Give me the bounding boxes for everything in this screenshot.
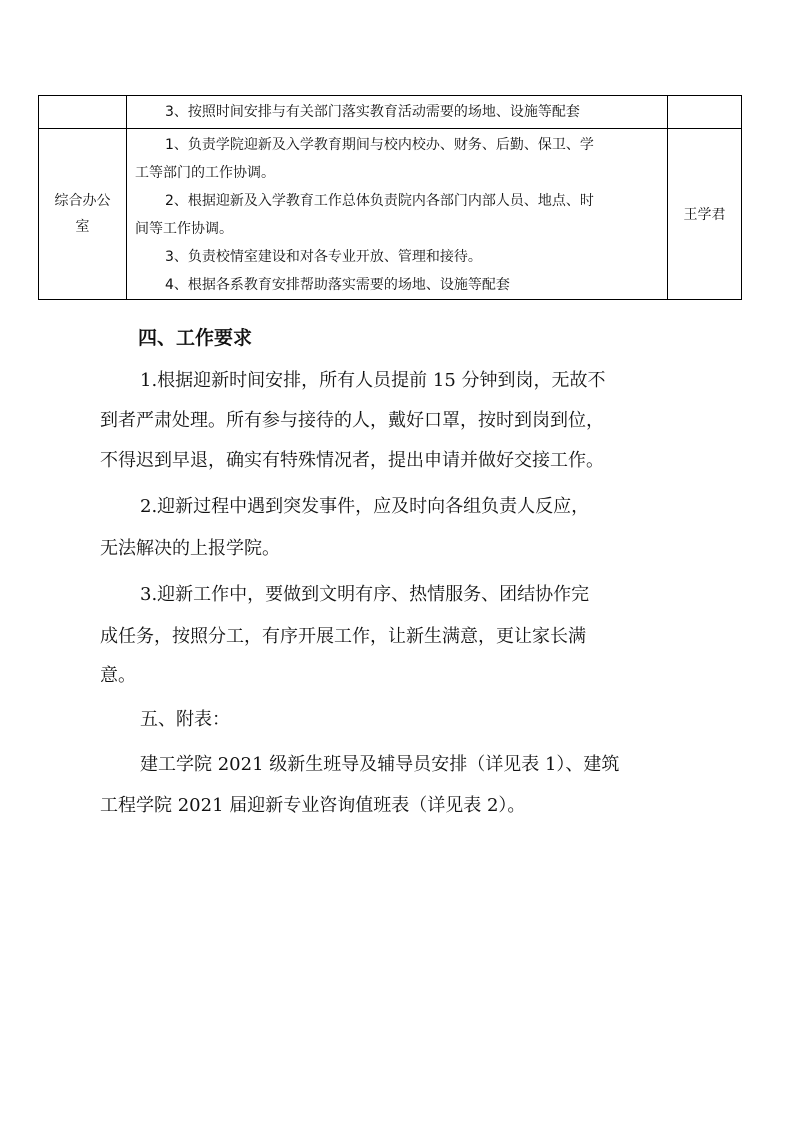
- duty-table: [38, 95, 742, 300]
- paragraph-line: 不得迟到早退，确实有特殊情况者，提出申请并做好交接工作。: [100, 450, 604, 471]
- paragraph-line: 成任务，按照分工，有序开展工作，让新生满意，更让家长满: [100, 626, 586, 647]
- task-line: 间等工作协调。: [135, 221, 233, 237]
- paragraph-line: 建工学院 2021 级新生班导及辅导员安排（详见表 1）、建筑: [140, 754, 620, 775]
- dept-name-line1: 综合办公: [54, 193, 111, 209]
- dept-cell: [39, 129, 127, 300]
- paragraph-line: 意。: [100, 665, 136, 686]
- task-line: 3、负责校情室建设和对各专业开放、管理和接待。: [165, 249, 482, 265]
- dept-cell: [39, 96, 127, 129]
- table-row: [39, 129, 742, 300]
- tasks-cell: [127, 96, 668, 129]
- paragraph-line: 3.迎新工作中，要做到文明有序、热情服务、团结协作完: [140, 584, 590, 605]
- paragraph-line: 工程学院 2021 届迎新专业咨询值班表（详见表 2）。: [100, 795, 526, 816]
- person-cell: 王学君: [668, 129, 742, 300]
- task-line: 4、根据各系教育安排帮助落实需要的场地、设施等配套: [165, 277, 510, 293]
- tasks-cell: [127, 129, 668, 300]
- section-title-requirements: 四、工作要求: [138, 327, 253, 349]
- task-line: 1、负责学院迎新及入学教育期间与校内校办、财务、后勤、保卫、学: [165, 137, 594, 153]
- task-line: 工等部门的工作协调。: [135, 165, 275, 181]
- section-title-attachments: 五、附表：: [140, 709, 230, 730]
- task-line: 2、根据迎新及入学教育工作总体负责院内各部门内部人员、地点、时: [165, 193, 594, 209]
- paragraph-line: 到者严肃处理。所有参与接待的人，戴好口罩，按时到岗到位，: [100, 410, 604, 431]
- person-cell: [668, 96, 742, 129]
- paragraph-line: 无法解决的上报学院。: [100, 538, 280, 559]
- table-row: [39, 96, 742, 129]
- paragraph-line: 1.根据迎新时间安排，所有人员提前 15 分钟到岗，无故不: [140, 370, 606, 391]
- task-line: 3、按照时间安排与有关部门落实教育活动需要的场地、设施等配套: [165, 104, 580, 120]
- paragraph-line: 2.迎新过程中遇到突发事件，应及时向各组负责人反应，: [140, 496, 590, 517]
- dept-name-line2: 室: [75, 219, 90, 235]
